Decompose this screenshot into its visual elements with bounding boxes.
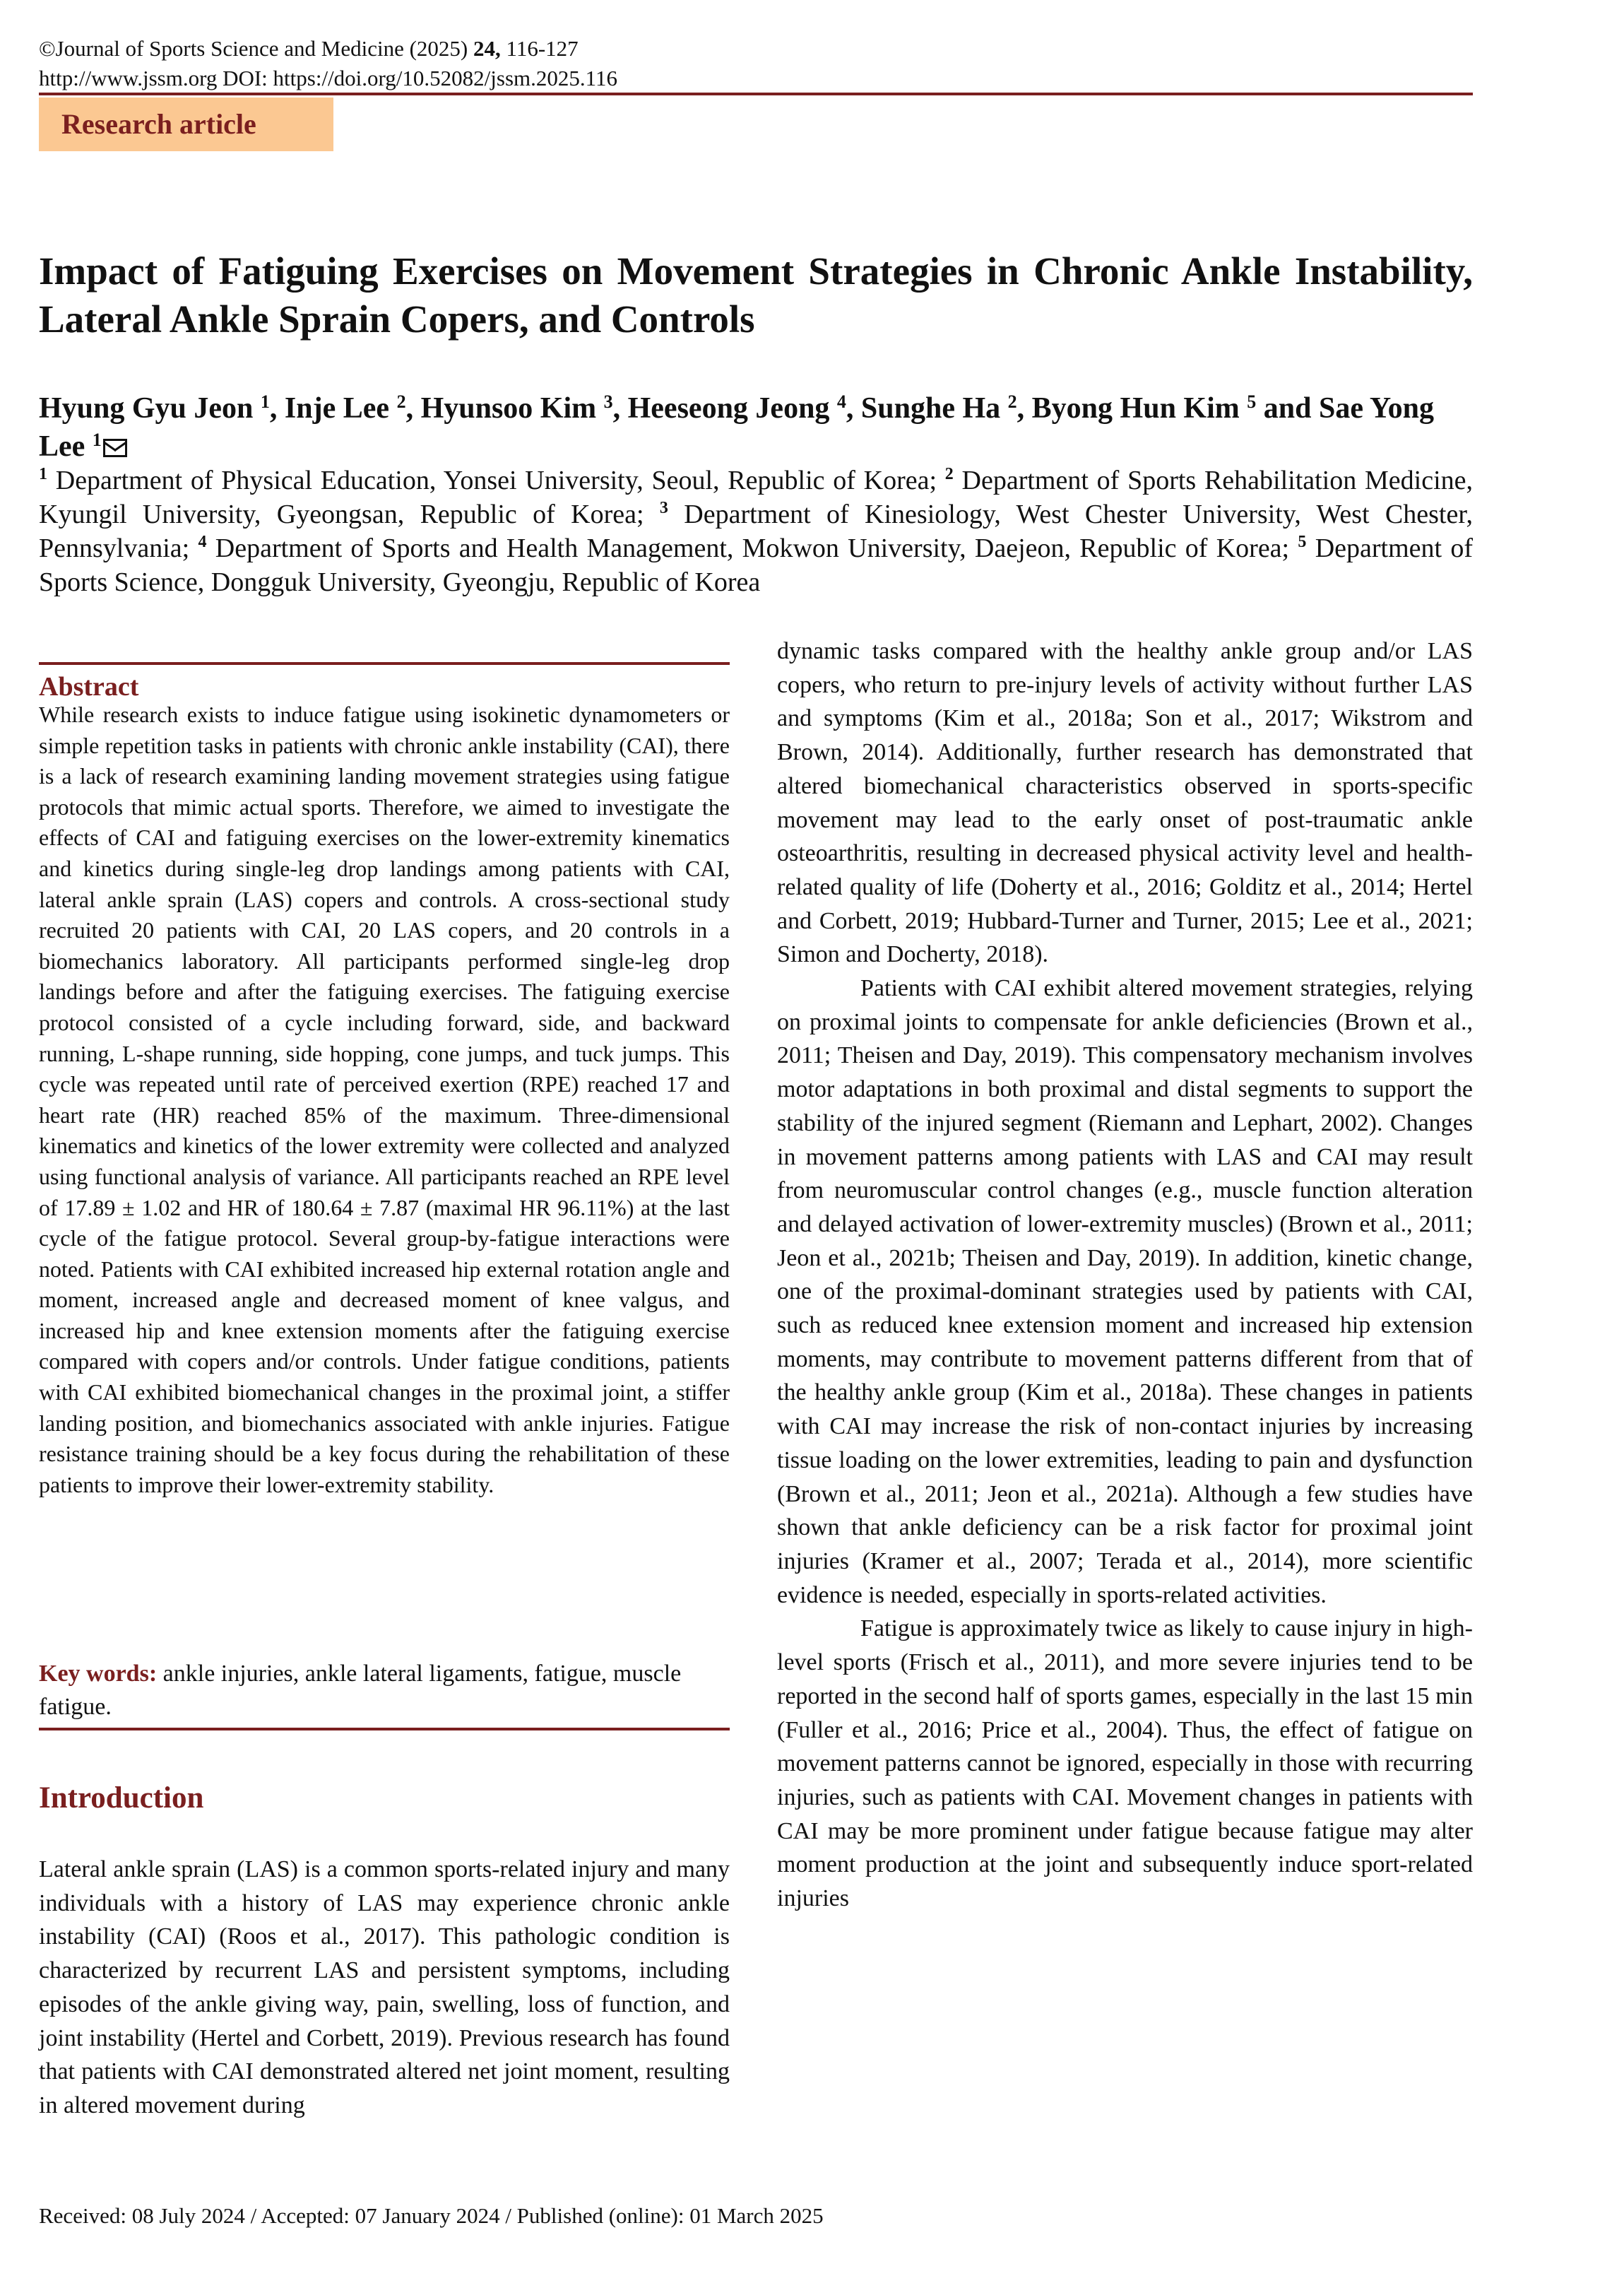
- affiliation-text: Department of Kinesiology, West Chester University, West Chester, Pennsylvania;: [39, 500, 1473, 563]
- paragraph: Fatigue is approximately twice as likely to cause injury in high-level sports (Frisch et al., 2011), and more severe injuries tend to be reported in the second half of sports games, especially in the last 15 min (Fuller et al., 2016; Price et al., 2004). Thus, the effect of fatigue on movement patterns cannot be ignored, especially in those with recurring injuries, such as patients with CAI. Movement changes in patients with CAI may be more prominent under fatigue because fatigue may alter moment production at the joint and subsequently induce sport-related injuries: [777, 1615, 1473, 1912]
- author-separator: and: [1256, 392, 1319, 425]
- author-name: Sae Yong Lee: [39, 392, 1434, 463]
- affiliation-text: Department of Sports Science, Dongguk University, Gyeongju, Republic of Korea: [39, 533, 1473, 597]
- affiliation-text: Department of Sports and Health Management, Mokwon University, Daejeon, Republic of Korea;: [206, 533, 1298, 563]
- author-separator: ,: [269, 392, 285, 425]
- author-separator: ,: [846, 392, 861, 425]
- author-name: Sunghe Ha: [860, 392, 1008, 425]
- affiliation-number: 5: [1298, 533, 1307, 551]
- volume: 24,: [473, 36, 501, 61]
- author-affiliation-number: 1: [260, 391, 270, 412]
- affiliation-number: 2: [944, 465, 954, 483]
- article-type-badge: Research article: [39, 98, 333, 151]
- introduction-body: Lateral ankle sprain (LAS) is a common sports-related injury and many individuals with a history of LAS may experience chronic ankle instability (CAI) (Roos et al., 2017). This pathologic condition is characterized by recurrent LAS and persistent symptoms, including episodes of the ankle giving way, pain, swelling, loss of function, and joint instability (Hertel and Corbett, 2019). Previous research has found that patients with CAI demonstrated altered net joint moment, resulting in altered movement during: [39, 1856, 730, 2118]
- envelope-icon[interactable]: [103, 439, 127, 457]
- author-name: Hyung Gyu Jeon: [39, 392, 261, 425]
- affiliations: [39, 464, 1473, 599]
- author-affiliation-number: 4: [836, 391, 846, 412]
- journal-header: [39, 34, 617, 93]
- footer-dates: Received: 08 July 2024 / Accepted: 07 January 2024 / Published (online): 01 March 2025: [39, 2203, 824, 2228]
- author-name: Heeseong Jeong: [627, 392, 837, 425]
- author-name: Hyunsoo Kim: [420, 392, 604, 425]
- url-doi-line[interactable]: http://www.jssm.org DOI: https://doi.org/10.52082/jssm.2025.116: [39, 66, 617, 90]
- paragraph: Patients with CAI exhibit altered movement strategies, relying on proximal joints to compensate for ankle deficiencies (Brown et al., 2011; Theisen and Day, 2019). This compensatory mechanism involves motor adaptations in both proximal and distal segments to support the stability of the injured segment (Riemann and Lephart, 2002). Changes in movement patterns among patients with LAS and CAI may result from neuromuscular control changes (e.g., muscle function alteration and delayed activation of lower-extremity muscles) (Brown et al., 2011; Jeon et al., 2021b; Theisen and Day, 2019). In addition, kinetic change, one of the proximal-dominant strategies used by patients with CAI, such as reduced knee extension moment and increased hip extension moments, may contribute to movement patterns different from that of the healthy ankle group (Kim et al., 2018a). These changes in patients with CAI may increase the risk of non-contact injuries by increasing tissue loading on the lower extremities, leading to pain and dysfunction (Brown et al., 2011; Jeon et al., 2021a). Although a few studies have shown that ankle deficiency can be a risk factor for proximal joint injuries (Kramer et al., 2007; Terada et al., 2014), more scientific evidence is needed, especially in sports-related activities.: [777, 975, 1473, 1608]
- keywords-label: Key words:: [39, 1661, 158, 1687]
- keywords: [39, 1657, 731, 1723]
- abstract-heading: Abstract: [39, 672, 139, 702]
- paragraph: dynamic tasks compared with the healthy ankle group and/or LAS copers, who return to pre-injury levels of activity without further LAS and symptoms (Kim et al., 2018a; Son et al., 2017; Wikstrom and Brown, 2014). Additionally, further research has demonstrated that altered biomechanical characteristics observed in sports-specific movement may lead to the early onset of post-traumatic ankle osteoarthritis, resulting in decreased physical activity level and health-related quality of life (Doherty et al., 2016; Golditz et al., 2014; Hertel and Corbett, 2019; Hubbard-Turner and Turner, 2015; Lee et al., 2021; Simon and Docherty, 2018).: [777, 638, 1473, 968]
- keywords-bottom-rule: [39, 1728, 730, 1730]
- author-separator: ,: [612, 392, 628, 425]
- author-separator: ,: [405, 392, 421, 425]
- affiliation-number: 3: [659, 499, 668, 517]
- abstract-body: While research exists to induce fatigue using isokinetic dynamometers or simple repetition tasks in patients with chronic ankle instability (CAI), there is a lack of research examining landing movement strategies using fatigue protocols that mimic actual sports. Therefore, we aimed to investigate the effects of CAI and fatiguing exercises on the lower-extremity kinematics and kinetics during single-leg drop landings among patients with CAI, lateral ankle sprain (LAS) copers and controls. A cross-sectional study recruited 20 patients with CAI, 20 LAS copers, and 20 controls in a biomechanics laboratory. All participants performed single-leg drop landings before and after the fatiguing exercises. The fatiguing exercise protocol consisted of a cycle including forward, side, and backward running, L-shape running, side hopping, cone jumps, and tuck jumps. This cycle was repeated until rate of perceived exertion (RPE) reached 17 and heart rate (HR) reached 85% of the maximum. Three-dimensional kinematics and kinetics of the lower extremity were collected and analyzed using functional analysis of variance. All participants reached an RPE level of 17.89 ± 1.02 and HR of 180.64 ± 7.87 (maximal HR 96.11%) at the last cycle of the fatigue protocol. Several group-by-fatigue interactions were noted. Patients with CAI exhibited increased hip external rotation angle and moment, increased angle and decreased moment of knee valgus, and increased hip and knee extension moments after the fatiguing exercise compared with copers and/or controls. Under fatigue conditions, patients with CAI exhibited biomechanical changes in the proximal joint, a stiffer landing position, and biomechanics associated with ankle injuries. Fatigue resistance training should be a key focus during the rehabilitation of these patients to improve their lower-extremity stability.: [39, 702, 730, 1497]
- author-list: [39, 389, 1473, 466]
- article-title: Impact of Fatiguing Exercises on Movement Strategies in Chronic Ankle Instability, Lateral Ankle Sprain Copers, and Controls: [39, 249, 1473, 341]
- author-affiliation-number: 2: [396, 391, 406, 412]
- introduction-heading: Introduction: [39, 1781, 204, 1815]
- affiliation-number: 1: [39, 465, 47, 483]
- author-affiliation-number: 5: [1247, 391, 1257, 412]
- keywords-text: ankle injuries, ankle lateral ligaments, fatigue, muscle fatigue.: [39, 1661, 682, 1720]
- author-separator: ,: [1017, 392, 1032, 425]
- citation-line: ©Journal of Sports Science and Medicine (2025) 24, 116-127: [39, 36, 579, 61]
- author-affiliation-number: 2: [1007, 391, 1017, 412]
- author-name: Inje Lee: [284, 392, 397, 425]
- author-affiliation-number: 1: [92, 430, 102, 450]
- abstract-top-rule: [39, 662, 730, 665]
- right-column-body: [777, 635, 1473, 1916]
- affiliation-text: Department of Physical Education, Yonsei University, Seoul, Republic of Korea;: [47, 466, 945, 495]
- author-name: Byong Hun Kim: [1031, 392, 1247, 425]
- affiliation-text: Department of Sports Rehabilitation Medicine, Kyungil University, Gyeongsan, Republic of Korea;: [39, 466, 1473, 529]
- affiliation-number: 4: [198, 533, 207, 551]
- header-rule: [39, 93, 1473, 95]
- author-affiliation-number: 3: [603, 391, 613, 412]
